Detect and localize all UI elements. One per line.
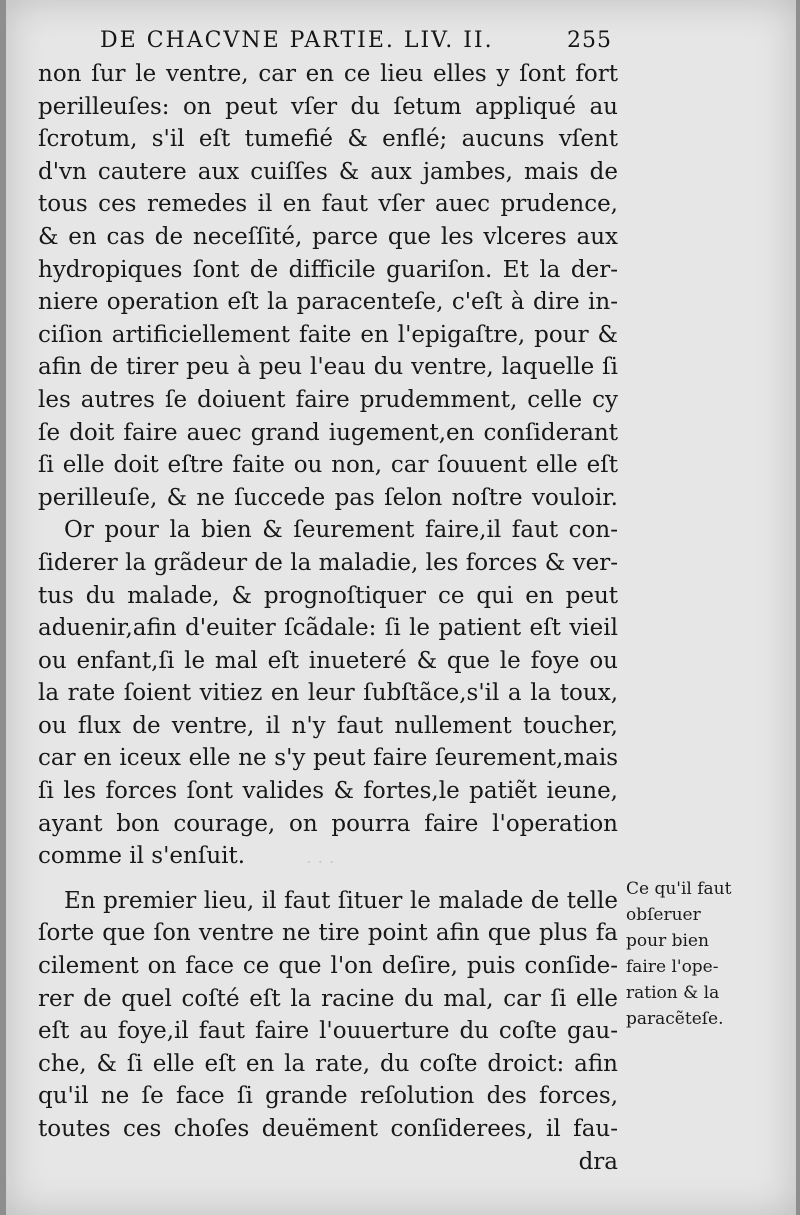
text-line: les autres ſe doiuent faire prudemment, celle cy (38, 386, 618, 413)
text-line: la rate ſoient vitiez en leur ſubſtãce,s'il a la toux, (38, 680, 618, 707)
text-line: d'vn cautere aux cuiſſes & aux jambes, mais de (38, 158, 618, 185)
running-title: DE CHACVNE PARTIE. LIV. II. (100, 28, 494, 53)
text-line: En premier lieu, il faut ſituer le malade de telle (64, 887, 618, 914)
margin-note-line: ration & la (626, 983, 720, 1003)
text-line: niere operation eſt la paracenteſe, c'eſt à dire in- (38, 289, 618, 316)
text-line: ou enfant,ſi le mal eſt inueteré & que le foye ou (38, 647, 618, 674)
text-line: ſiderer la grãdeur de la maladie, les forces & ver- (38, 549, 618, 576)
margin-note-line: obſeruer (626, 905, 701, 925)
text-line: qu'il ne ſe face ſi grande reſolution des forces, (38, 1083, 618, 1110)
text-line: ſorte que ſon ventre ne tire point afin que plus fa (38, 920, 618, 947)
text-line: perilleuſes: on peut vſer du ſetum appliqué au (38, 93, 618, 120)
paragraph-gap (38, 873, 618, 885)
text-line: ſe doit faire auec grand iugement,en conſiderant (38, 419, 618, 446)
text-line: perilleuſe, & ne ſuccede pas ſelon noſtre vouloir. (38, 484, 618, 511)
paragraph-2 (38, 514, 618, 873)
running-header (100, 28, 612, 53)
text-line: hydropiques ſont de difficile guariſon. Et la der- (38, 256, 618, 283)
margin-note-line: pour bien (626, 931, 709, 951)
book-page (6, 0, 796, 1215)
text-line: afin de tirer peu à peu l'eau du ventre, laquelle ſi (38, 354, 618, 381)
text-line: Or pour la bien & ſeurement faire,il faut con- (64, 517, 618, 544)
text-line: tus du malade, & prognoſtiquer ce qui en peut (38, 582, 618, 609)
text-line: rer de quel coſté eſt la racine du mal, car ſi elle (38, 985, 618, 1012)
text-line: eſt au foye,il faut faire l'ouuerture du coſte gau- (38, 1018, 618, 1045)
page-number: 255 (567, 28, 612, 53)
text-line: tous ces remedes il en faut vſer auec prudence, (38, 191, 618, 218)
text-line: ſcrotum, s'il eſt tumefié & enflé; aucuns vſent (38, 126, 618, 153)
text-line: che, & ſi elle eſt en la rate, du coſte droict: afin (38, 1050, 618, 1077)
text-line: ayant bon courage, on pourra faire l'operation (38, 810, 618, 837)
text-line: ou flux de ventre, il n'y faut nullement toucher, (38, 712, 618, 739)
margin-note-line: Ce qu'il faut (626, 879, 732, 899)
catchword: dra (578, 1148, 618, 1175)
text-line: ſi elle doit eſtre faite ou non, car ſouuent elle eſt (38, 452, 618, 479)
text-line: ſi les forces ſont valides & fortes,le patiẽt ieune, (38, 778, 618, 805)
paragraph-3 (38, 885, 618, 1178)
text-line: non ſur le ventre, car en ce lieu elles y ſont fort (38, 61, 618, 87)
text-line: car en iceux elle ne s'y peut faire ſeurement,mais (38, 745, 618, 772)
paragraph-1 (38, 58, 618, 514)
text-line: ciſion artificiellement faite en l'epigaſtre, pour & (38, 321, 618, 348)
margin-note-line: faire l'ope- (626, 957, 719, 977)
text-line: & en cas de neceſſité, parce que les vlceres aux (38, 223, 618, 250)
main-text-block (38, 58, 618, 1178)
show-through-ink: · · · (306, 852, 335, 873)
text-line: aduenir,afin d'euiter ſcãdale: ſi le patient eſt vieil (38, 615, 618, 642)
text-line: toutes ces choſes deuëment conſiderees, il fau- (38, 1116, 618, 1142)
margin-note (626, 876, 756, 1032)
text-line: comme il s'enſuit. (38, 843, 246, 870)
margin-note-line: paracẽteſe. (626, 1009, 724, 1029)
text-line: cilement on face ce que l'on deſire, puis conſide- (38, 953, 618, 980)
